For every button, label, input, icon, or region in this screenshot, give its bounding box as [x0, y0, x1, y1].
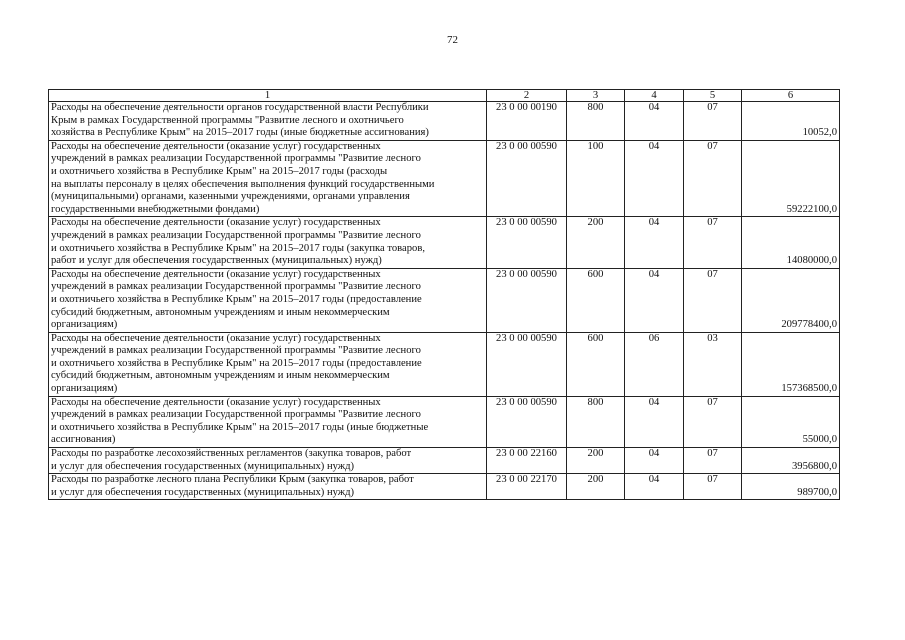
expense-type-cell: 800: [567, 102, 625, 141]
header-row: [49, 90, 840, 102]
target-article-cell: 23 0 00 22160: [487, 448, 567, 474]
header-cell: 6: [742, 90, 840, 102]
subsection-cell: 07: [684, 396, 742, 447]
section-cell: 04: [625, 217, 684, 268]
amount-cell: 157368500,0: [742, 332, 840, 396]
subsection-cell: 07: [684, 217, 742, 268]
description-cell: Расходы на обеспечение деятельности (оказание услуг) государственных учреждений в рамках реализации Государственной программы "Развитие лесного и охотничьего хозяйства в Республике Крым" на 2015–2017 годы (закупка товаров, работ и услуг для обеспечения государственных (муниципальных) нужд): [49, 217, 487, 268]
expense-type-cell: 200: [567, 474, 625, 500]
amount-cell: 3956800,0: [742, 448, 840, 474]
table-row: [49, 332, 840, 396]
target-article-cell: 23 0 00 00590: [487, 396, 567, 447]
expense-type-cell: 100: [567, 140, 625, 217]
amount-cell: 14080000,0: [742, 217, 840, 268]
amount-cell: 59222100,0: [742, 140, 840, 217]
subsection-cell: 07: [684, 474, 742, 500]
table-row: [49, 217, 840, 268]
expense-type-cell: 200: [567, 217, 625, 268]
section-cell: 04: [625, 102, 684, 141]
header-cell: 4: [625, 90, 684, 102]
subsection-cell: 07: [684, 448, 742, 474]
expense-type-cell: 200: [567, 448, 625, 474]
section-cell: 04: [625, 396, 684, 447]
header-cell: 2: [487, 90, 567, 102]
subsection-cell: 03: [684, 332, 742, 396]
amount-cell: 55000,0: [742, 396, 840, 447]
description-cell: Расходы на обеспечение деятельности (оказание услуг) государственных учреждений в рамках реализации Государственной программы "Развитие лесного и охотничьего хозяйства в Республике Крым" на 2015–2017 годы (предоставление субсидий бюджетным, автономным учреждениям и иным некоммерческим организациям): [49, 268, 487, 332]
section-cell: 04: [625, 268, 684, 332]
description-cell: Расходы на обеспечение деятельности органов государственной власти Республики Крым в рамках Государственной программы "Развитие лесного и охотничьего хозяйства в Республике Крым" на 2015–2017 годы (иные бюджетные ассигнования): [49, 102, 487, 141]
section-cell: 06: [625, 332, 684, 396]
header-cell: 1: [49, 90, 487, 102]
description-cell: Расходы по разработке лесохозяйственных регламентов (закупка товаров, работ и услуг для обеспечения государственных (муниципальных) нужд): [49, 448, 487, 474]
description-cell: Расходы на обеспечение деятельности (оказание услуг) государственных учреждений в рамках реализации Государственной программы "Развитие лесного и охотничьего хозяйства в Республике Крым" на 2015–2017 годы (расходы на выплаты персоналу в целях обеспечения выполнения функций государственными (муниципальными) органами, казенными учреждениями, органами управления государственными внебюджетными фондами): [49, 140, 487, 217]
section-cell: 04: [625, 448, 684, 474]
expense-type-cell: 800: [567, 396, 625, 447]
budget-table: [48, 89, 840, 500]
header-cell: 3: [567, 90, 625, 102]
subsection-cell: 07: [684, 102, 742, 141]
expense-type-cell: 600: [567, 332, 625, 396]
target-article-cell: 23 0 00 00590: [487, 140, 567, 217]
section-cell: 04: [625, 474, 684, 500]
target-article-cell: 23 0 00 22170: [487, 474, 567, 500]
expense-type-cell: 600: [567, 268, 625, 332]
target-article-cell: 23 0 00 00190: [487, 102, 567, 141]
subsection-cell: 07: [684, 268, 742, 332]
table-row: [49, 102, 840, 141]
description-cell: Расходы по разработке лесного плана Республики Крым (закупка товаров, работ и услуг для обеспечения государственных (муниципальных) нужд): [49, 474, 487, 500]
section-cell: 04: [625, 140, 684, 217]
amount-cell: 209778400,0: [742, 268, 840, 332]
description-cell: Расходы на обеспечение деятельности (оказание услуг) государственных учреждений в рамках реализации Государственной программы "Развитие лесного и охотничьего хозяйства в Республике Крым" на 2015–2017 годы (иные бюджетные ассигнования): [49, 396, 487, 447]
target-article-cell: 23 0 00 00590: [487, 268, 567, 332]
subsection-cell: 07: [684, 140, 742, 217]
amount-cell: 989700,0: [742, 474, 840, 500]
target-article-cell: 23 0 00 00590: [487, 217, 567, 268]
table-row: [49, 396, 840, 447]
table-row: [49, 448, 840, 474]
table-row: [49, 140, 840, 217]
table-row: [49, 268, 840, 332]
description-cell: Расходы на обеспечение деятельности (оказание услуг) государственных учреждений в рамках реализации Государственной программы "Развитие лесного и охотничьего хозяйства в Республике Крым" на 2015–2017 годы (предоставление субсидий бюджетным, автономным учреждениям и иным некоммерческим организациям): [49, 332, 487, 396]
target-article-cell: 23 0 00 00590: [487, 332, 567, 396]
table-row: [49, 474, 840, 500]
page-number: 72: [447, 34, 458, 46]
header-cell: 5: [684, 90, 742, 102]
amount-cell: 10052,0: [742, 102, 840, 141]
